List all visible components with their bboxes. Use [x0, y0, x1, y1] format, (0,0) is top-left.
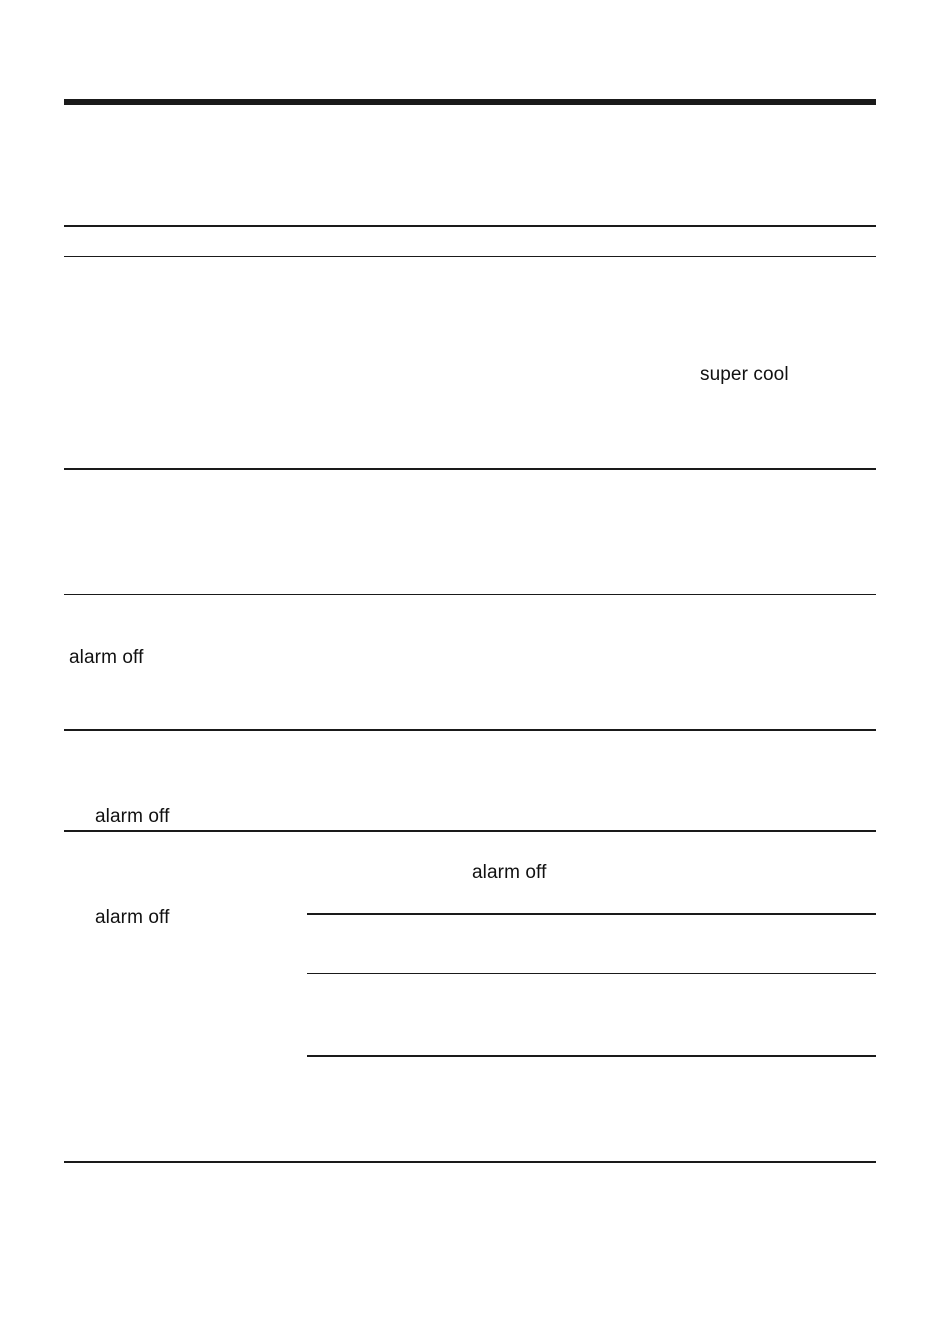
table-subrule — [307, 1055, 876, 1057]
table-rule — [64, 468, 876, 470]
alarm-off-label: alarm off — [69, 647, 144, 668]
super-cool-label: super cool — [700, 364, 789, 385]
table-subrule — [307, 913, 876, 915]
table-rule — [64, 594, 876, 595]
alarm-off-label: alarm off — [95, 907, 170, 928]
header-rule — [64, 99, 876, 105]
table-rule — [64, 830, 876, 832]
table-rule — [64, 1161, 876, 1163]
alarm-off-label: alarm off — [472, 862, 547, 883]
table-rule — [64, 729, 876, 731]
table-rule — [64, 256, 876, 257]
table-subrule — [307, 973, 876, 974]
table-rule — [64, 225, 876, 227]
alarm-off-label: alarm off — [95, 806, 170, 827]
